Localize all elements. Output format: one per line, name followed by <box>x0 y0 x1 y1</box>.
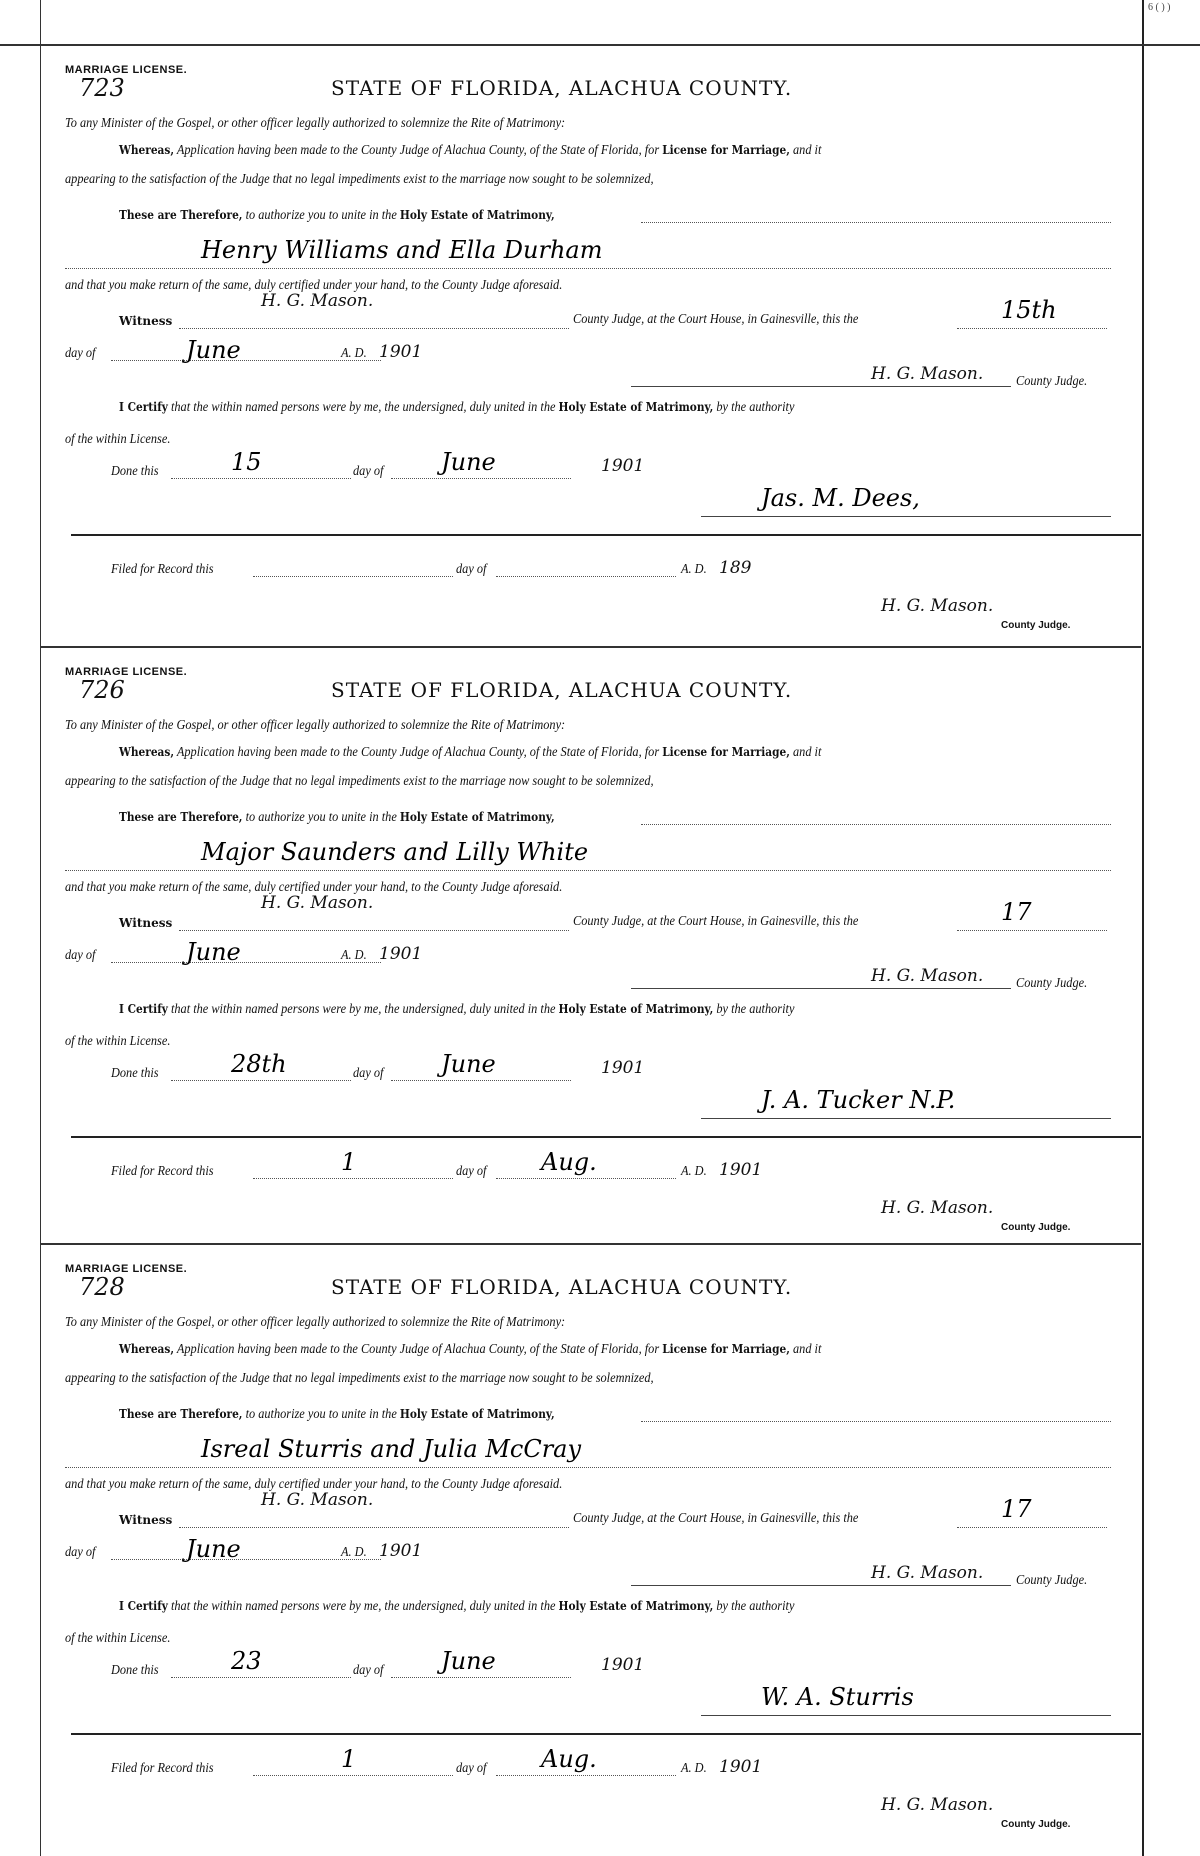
day-of-label: day of <box>65 1545 96 1560</box>
filed-day: 1 <box>341 1745 357 1773</box>
filed-day-of-label: day of <box>456 1164 487 1179</box>
county-judge-small-label: County Judge. <box>1001 1222 1071 1233</box>
done-day-of-label: day of <box>353 464 384 479</box>
holy-estate-2: Holy Estate of Matrimony, <box>558 1002 714 1016</box>
done-month: June <box>441 448 496 476</box>
county-judge-label: County Judge. <box>1016 976 1088 991</box>
county-judge-label: County Judge. <box>1016 1573 1088 1588</box>
officiant-signature: W. A. Sturris <box>761 1683 914 1711</box>
these-are-therefore: These are Therefore, <box>119 810 243 824</box>
holy-estate: Holy Estate of Matrimony, <box>399 810 555 824</box>
filed-label: Filed for Record this <box>111 1761 214 1776</box>
whereas-word: Whereas, <box>119 1342 175 1356</box>
day-of-label: day of <box>65 346 96 361</box>
done-day-of-label: day of <box>353 1663 384 1678</box>
witness-label: Witness <box>119 1513 173 1527</box>
license-header-label: MARRIAGE LICENSE. <box>65 1263 188 1275</box>
by-authority-text: by the authority <box>716 400 795 415</box>
these-are-therefore: These are Therefore, <box>119 208 243 222</box>
filed-year: 1901 <box>719 1160 763 1180</box>
appearing-text: appearing to the satisfaction of the Judge that no legal impediments exist to the marriage now sought to be solemnized, <box>65 1371 654 1386</box>
appearing-text: appearing to the satisfaction of the Judge that no legal impediments exist to the marriage now sought to be solemnized, <box>65 774 654 789</box>
whereas-line <box>119 143 821 159</box>
filed-day-of-label: day of <box>456 1761 487 1776</box>
appearing-text: appearing to the satisfaction of the Judge that no legal impediments exist to the marriage now sought to be solemnized, <box>65 172 654 187</box>
return-text: and that you make return of the same, duly certified under your hand, to the County Judge aforesaid. <box>65 880 563 895</box>
i-certify: I Certify <box>119 1002 168 1016</box>
witness-month: June <box>186 938 241 966</box>
done-day: 23 <box>231 1647 262 1675</box>
license-for-marriage: License for Marriage, <box>662 143 790 157</box>
to-any-minister-text: To any Minister of the Gospel, or other officer legally authorized to solemnize the Rite of Matrimony: <box>65 116 566 131</box>
done-day: 28th <box>231 1050 287 1078</box>
ad-label: A. D. <box>341 346 367 361</box>
judge-signature: H. G. Mason. <box>871 364 984 384</box>
done-day-of-label: day of <box>353 1066 384 1081</box>
done-month: June <box>441 1647 496 1675</box>
witness-label: Witness <box>119 314 173 328</box>
license-title: STATE OF FLORIDA, ALACHUA COUNTY. <box>331 76 793 100</box>
ad-label: A. D. <box>341 1545 367 1560</box>
filed-label: Filed for Record this <box>111 1164 214 1179</box>
certify-text: that the within named persons were by me, the undersigned, duly united in the <box>170 1002 556 1017</box>
filed-ad-label: A. D. <box>681 1761 707 1776</box>
filed-year: 1901 <box>719 1757 763 1777</box>
and-it-text: and it <box>792 1342 822 1357</box>
marriage-license <box>41 648 1141 1245</box>
county-judge-small-label: County Judge. <box>1001 620 1071 631</box>
done-month: June <box>441 1050 496 1078</box>
and-it-text: and it <box>792 745 822 760</box>
done-this-label: Done this <box>111 464 159 479</box>
county-judge-court-text: County Judge, at the Court House, in Gainesville, this the <box>573 312 859 327</box>
holy-estate: Holy Estate of Matrimony, <box>399 1407 555 1421</box>
these-are-line <box>119 1407 555 1423</box>
whereas-text: Application having been made to the County Judge of Alachua County, of the State of Florida, for <box>176 745 660 760</box>
i-certify: I Certify <box>119 400 168 414</box>
license-number: 726 <box>79 676 125 704</box>
authorize-text: to authorize you to unite in the <box>245 208 397 223</box>
license-number: 728 <box>79 1273 125 1301</box>
to-any-minister-text: To any Minister of the Gospel, or other officer legally authorized to solemnize the Rite of Matrimony: <box>65 718 566 733</box>
witness-year: 1901 <box>379 342 423 362</box>
return-text: and that you make return of the same, duly certified under your hand, to the County Judge aforesaid. <box>65 1477 563 1492</box>
license-header-label: MARRIAGE LICENSE. <box>65 666 188 678</box>
whereas-line <box>119 1342 821 1358</box>
license-header-label: MARRIAGE LICENSE. <box>65 64 188 76</box>
witness-month: June <box>186 336 241 364</box>
witness-day: 17 <box>1001 898 1032 926</box>
witness-year: 1901 <box>379 1541 423 1561</box>
license-for-marriage: License for Marriage, <box>662 1342 790 1356</box>
page-border-right <box>1142 0 1144 1856</box>
whereas-line <box>119 745 821 761</box>
certify-line <box>119 1002 794 1018</box>
ad-label: A. D. <box>341 948 367 963</box>
these-are-line <box>119 810 555 826</box>
witness-year: 1901 <box>379 944 423 964</box>
witness-judge-name: H. G. Mason. <box>261 1490 374 1510</box>
witness-judge-name: H. G. Mason. <box>261 291 374 311</box>
county-judge-label: County Judge. <box>1016 374 1088 389</box>
filed-judge-signature: H. G. Mason. <box>881 1198 994 1218</box>
license-number: 723 <box>79 74 125 102</box>
filed-ad-label: A. D. <box>681 562 707 577</box>
within-license-text: of the within License. <box>65 1631 171 1646</box>
license-title: STATE OF FLORIDA, ALACHUA COUNTY. <box>331 678 793 702</box>
marriage-license <box>41 46 1141 648</box>
filed-day-of-label: day of <box>456 562 487 577</box>
witness-day: 17 <box>1001 1495 1032 1523</box>
witness-month: June <box>186 1535 241 1563</box>
filed-label: Filed for Record this <box>111 562 214 577</box>
within-license-text: of the within License. <box>65 432 171 447</box>
county-judge-court-text: County Judge, at the Court House, in Gainesville, this the <box>573 914 859 929</box>
county-judge-court-text: County Judge, at the Court House, in Gainesville, this the <box>573 1511 859 1526</box>
judge-signature: H. G. Mason. <box>871 1563 984 1583</box>
officiant-signature: Jas. M. Dees, <box>761 484 920 512</box>
authorize-text: to authorize you to unite in the <box>245 1407 397 1422</box>
authorize-text: to authorize you to unite in the <box>245 810 397 825</box>
county-judge-small-label: County Judge. <box>1001 1819 1071 1830</box>
return-text: and that you make return of the same, duly certified under your hand, to the County Judge aforesaid. <box>65 278 563 293</box>
done-day: 15 <box>231 448 262 476</box>
done-this-label: Done this <box>111 1663 159 1678</box>
certify-line <box>119 1599 794 1615</box>
done-year: 1901 <box>601 1655 645 1675</box>
these-are-line <box>119 208 555 224</box>
whereas-word: Whereas, <box>119 745 175 759</box>
day-of-label: day of <box>65 948 96 963</box>
filed-judge-signature: H. G. Mason. <box>881 596 994 616</box>
holy-estate-2: Holy Estate of Matrimony, <box>558 1599 714 1613</box>
filed-day: 1 <box>341 1148 357 1176</box>
couple-names: Major Saunders and Lilly White <box>201 838 589 866</box>
filed-year: 189 <box>719 558 752 578</box>
done-this-label: Done this <box>111 1066 159 1081</box>
within-license-text: of the within License. <box>65 1034 171 1049</box>
i-certify: I Certify <box>119 1599 168 1613</box>
judge-signature: H. G. Mason. <box>871 966 984 986</box>
filed-month: Aug. <box>541 1148 597 1176</box>
done-year: 1901 <box>601 1058 645 1078</box>
and-it-text: and it <box>792 143 822 158</box>
done-year: 1901 <box>601 456 645 476</box>
filed-month: Aug. <box>541 1745 597 1773</box>
couple-names: Isreal Sturris and Julia McCray <box>201 1435 582 1463</box>
filed-ad-label: A. D. <box>681 1164 707 1179</box>
filed-judge-signature: H. G. Mason. <box>881 1795 994 1815</box>
certify-line <box>119 400 794 416</box>
to-any-minister-text: To any Minister of the Gospel, or other officer legally authorized to solemnize the Rite of Matrimony: <box>65 1315 566 1330</box>
license-title: STATE OF FLORIDA, ALACHUA COUNTY. <box>331 1275 793 1299</box>
officiant-signature: J. A. Tucker N.P. <box>761 1086 956 1114</box>
whereas-text: Application having been made to the County Judge of Alachua County, of the State of Florida, for <box>176 1342 660 1357</box>
holy-estate-2: Holy Estate of Matrimony, <box>558 400 714 414</box>
witness-judge-name: H. G. Mason. <box>261 893 374 913</box>
whereas-word: Whereas, <box>119 143 175 157</box>
whereas-text: Application having been made to the County Judge of Alachua County, of the State of Florida, for <box>176 143 660 158</box>
holy-estate: Holy Estate of Matrimony, <box>399 208 555 222</box>
marriage-license <box>41 1245 1141 1856</box>
certify-text: that the within named persons were by me, the undersigned, duly united in the <box>170 400 556 415</box>
license-for-marriage: License for Marriage, <box>662 745 790 759</box>
by-authority-text: by the authority <box>716 1002 795 1017</box>
certify-text: that the within named persons were by me, the undersigned, duly united in the <box>170 1599 556 1614</box>
witness-label: Witness <box>119 916 173 930</box>
these-are-therefore: These are Therefore, <box>119 1407 243 1421</box>
by-authority-text: by the authority <box>716 1599 795 1614</box>
witness-day: 15th <box>1001 296 1057 324</box>
couple-names: Henry Williams and Ella Durham <box>201 236 603 264</box>
corner-mark: 6 ( ) ) <box>1148 2 1171 13</box>
